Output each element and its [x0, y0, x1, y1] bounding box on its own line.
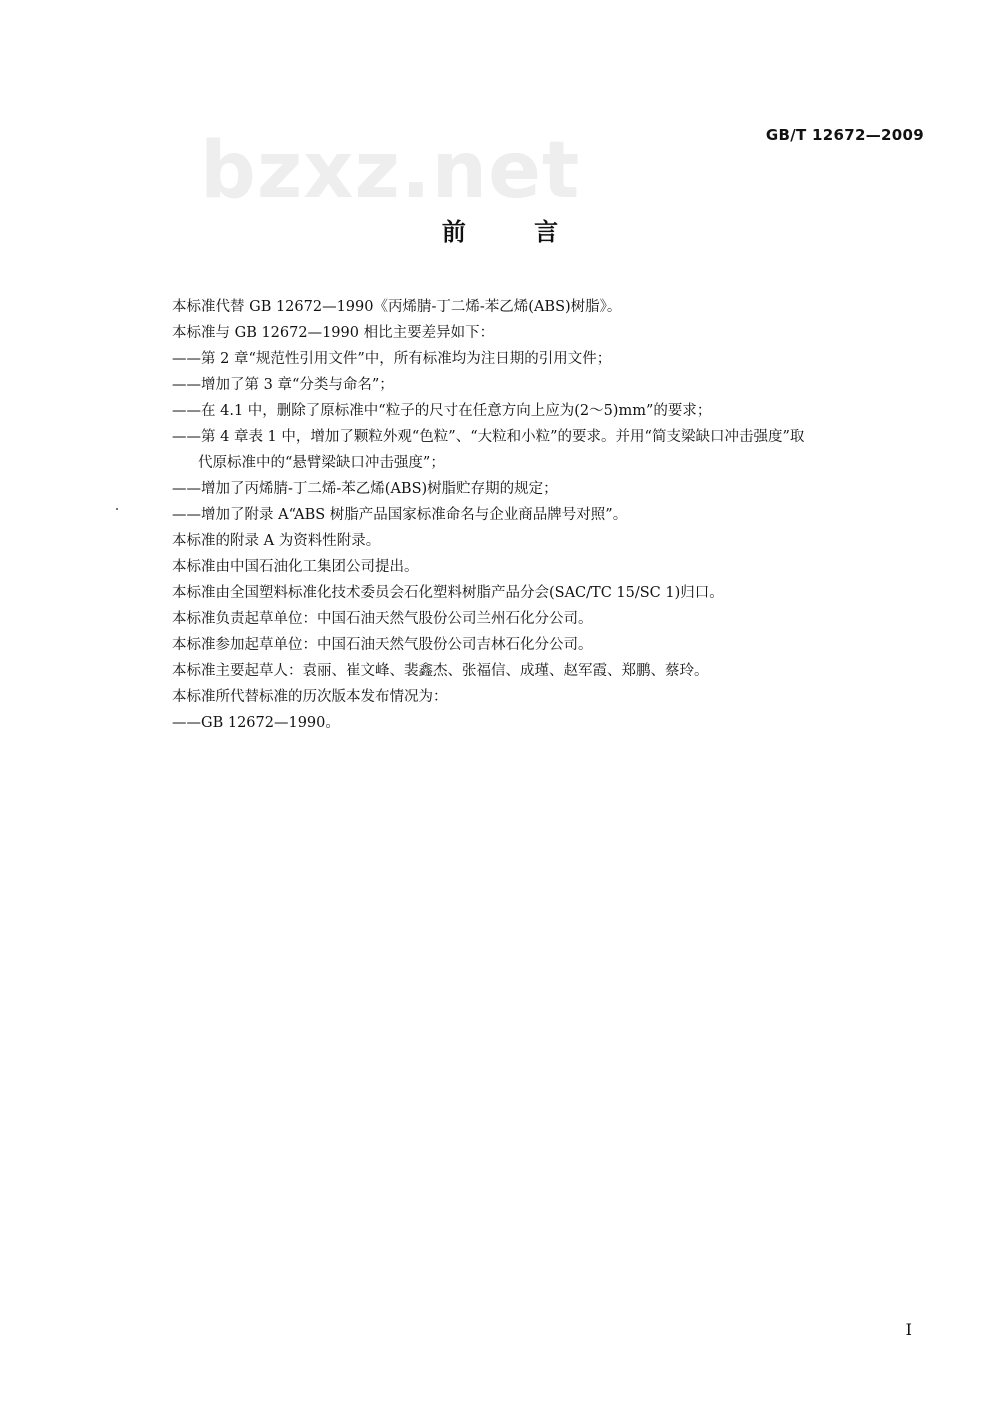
preface-line: 本标准负责起草单位：中国石油天然气股份公司兰州石化分公司。 [172, 611, 593, 627]
preface-line: 本标准主要起草人：袁丽、崔文峰、裴鑫杰、张福信、成瑾、赵军霞、郑鹏、蔡玲。 [172, 663, 709, 679]
preface-line: ——GB 12672—1990。 [172, 715, 340, 731]
preface-line: 本标准由全国塑料标准化技术委员会石化塑料树脂产品分会(SAC/TC 15/SC 1)归口。 [172, 585, 724, 601]
preface-line: 本标准由中国石油化工集团公司提出。 [172, 559, 419, 575]
preface-line: ——第 4 章表 1 中，增加了颗粒外观“色粒”、“大粒和小粒”的要求。并用“简支梁缺口冲击强度”取 [172, 429, 805, 445]
preface-line: 本标准所代替标准的历次版本发布情况为： [172, 689, 448, 705]
preface-line: ——增加了第 3 章“分类与命名”； [172, 377, 394, 393]
preface-line: ——在 4.1 中，删除了原标准中“粒子的尺寸在任意方向上应为(2～5)mm”的要求； [172, 403, 712, 419]
preface-line: 本标准参加起草单位：中国石油天然气股份公司吉林石化分公司。 [172, 637, 593, 653]
preface-line: ——增加了附录 A“ABS 树脂产品国家标准命名与企业商品牌号对照”。 [172, 507, 628, 523]
preface-line-continuation: 代原标准中的“悬臂梁缺口冲击强度”； [198, 455, 445, 471]
preface-body [172, 294, 928, 736]
preface-line: ——第 2 章“规范性引用文件”中，所有标准均为注日期的引用文件； [172, 351, 612, 367]
preface-line: 本标准与 GB 12672—1990 相比主要差异如下： [172, 325, 495, 341]
standard-number: GB/T 12672—2009 [765, 126, 924, 144]
preface-line: ——增加了丙烯腈-丁二烯-苯乙烯(ABS)树脂贮存期的规定； [172, 481, 558, 497]
preface-line: 本标准的附录 A 为资料性附录。 [172, 533, 381, 549]
watermark-text: bzxz.net [200, 126, 581, 216]
page-title: 前 言 [441, 218, 589, 246]
preface-line: 本标准代替 GB 12672—1990《丙烯腈-丁二烯-苯乙烯(ABS)树脂》。 [172, 299, 622, 315]
page-number: I [905, 1320, 912, 1339]
scan-artifact [116, 508, 118, 510]
